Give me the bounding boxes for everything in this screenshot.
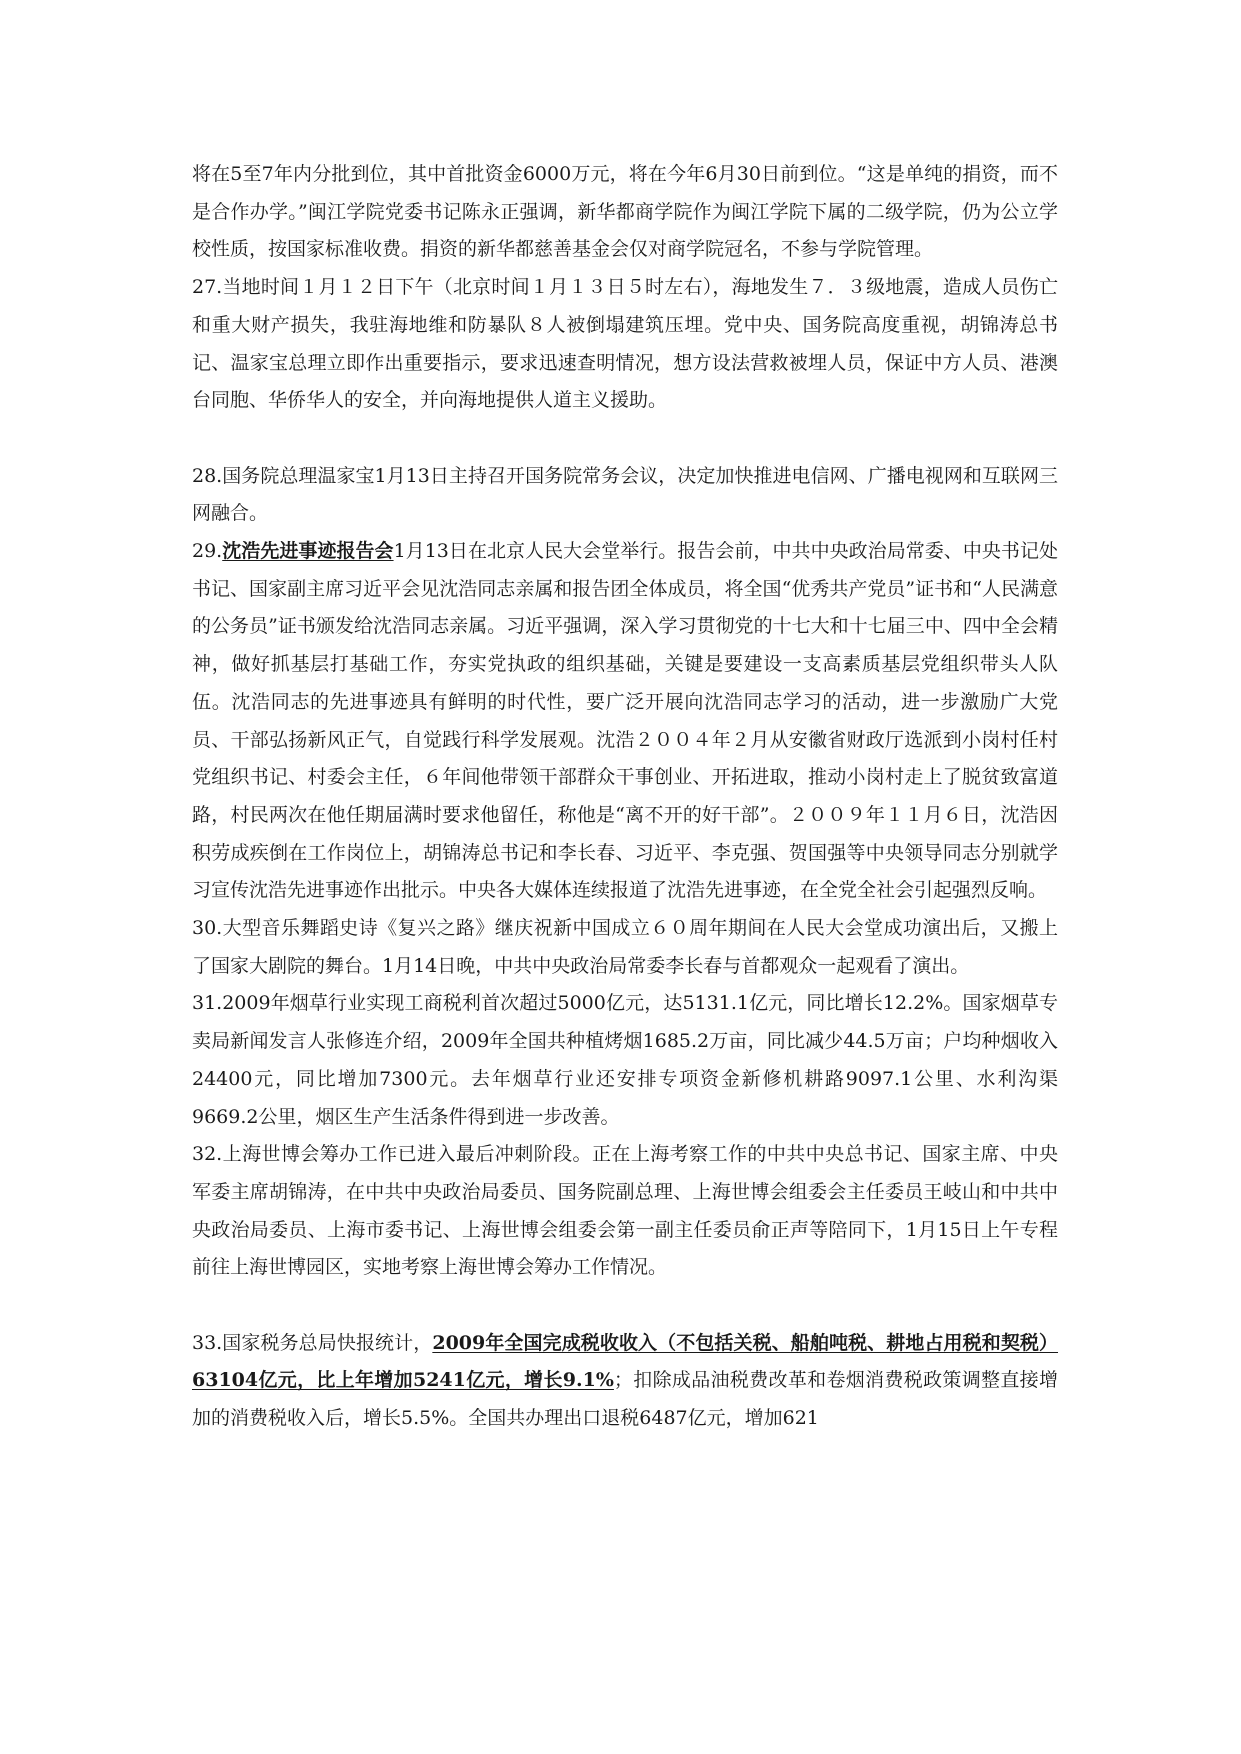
paragraph-p29	[192, 533, 1058, 910]
paragraph-p31	[192, 985, 1058, 1136]
underlined-emphasis: 2009年全国完成税收收入（不包括关税、船舶吨税、耕地占用税和契税）63104亿元，比上年增加5241亿元，增长9.1%	[192, 1331, 1059, 1392]
paragraph-p32	[192, 1136, 1058, 1287]
paragraph-p26-cont	[192, 156, 1058, 269]
paragraph-p28	[192, 458, 1058, 533]
paragraph-text: 32.上海世博会筹办工作已进入最后冲刺阶段。正在上海考察工作的中共中央总书记、国家主席、中央军委主席胡锦涛，在中共中央政治局委员、国务院副总理、上海世博会组委会主任委员王岐山和中共中央政治局委员、上海市委书记、上海世博会组委会第一副主任委员俞正声等陪同下，1月15日上午专程前往上海世博园区，实地考察上海世博会筹办工作情况。	[192, 1143, 1058, 1279]
document-body	[192, 156, 1058, 1438]
paragraph-text: 1月13日在北京人民大会堂举行。报告会前，中共中央政治局常委、中央书记处书记、国家副主席习近平会见沈浩同志亲属和报告团全体成员，将全国“优秀共产党员”证书和“人民满意的公务员”证书颁发给沈浩同志亲属。习近平强调，深入学习贯彻党的十七大和十七届三中、四中全会精神，做好抓基层打基础工作，夯实党执政的组织基础，关键是要建设一支高素质基层党组织带头人队伍。沈浩同志的先进事迹具有鲜明的时代性，要广泛开展向沈浩同志学习的活动，进一步激励广大党员、干部弘扬新风正气，自觉践行科学发展观。沈浩２００４年２月从安徽省财政厅选派到小岗村任村党组织书记、村委会主任，６年间他带领干部群众干事创业、开拓进取，推动小岗村走上了脱贫致富道路，村民两次在他任期届满时要求他留任，称他是“离不开的好干部”。２００９年１１月６日，沈浩因积劳成疾倒在工作岗位上，胡锦涛总书记和李长春、习近平、李克强、贺国强等中央领导同志分别就学习宣传沈浩先进事迹作出批示。中央各大媒体连续报道了沈浩先进事迹，在全党全社会引起强烈反响。	[192, 540, 1058, 902]
paragraph-text: 30.大型音乐舞蹈史诗《复兴之路》继庆祝新中国成立６０周年期间在人民大会堂成功演出后，又搬上了国家大剧院的舞台。1月14日晚，中共中央政治局常委李长春与首都观众一起观看了演出。	[192, 917, 1058, 977]
paragraph-p27	[192, 269, 1058, 420]
paragraph-text: ；扣除成品油税费改革和卷烟消费税政策调整直接增加的消费税收入后，增长5.5%。全国共办理出口退税6487亿元，增加621	[192, 1369, 1058, 1430]
paragraph-text: 33.国家税务总局快报统计，	[192, 1331, 433, 1354]
underlined-emphasis: 沈浩先进事迹报告会	[222, 540, 394, 563]
paragraph-p30	[192, 910, 1058, 985]
paragraph-text: 将在5至7年内分批到位，其中首批资金6000万元，将在今年6月30日前到位。“这是单纯的捐资，而不是合作办学。”闽江学院党委书记陈永正强调，新华都商学院作为闽江学院下属的二级学院，仍为公立学校性质，按国家标准收费。捐资的新华都慈善基金会仅对商学院冠名，不参与学院管理。	[192, 163, 1058, 261]
paragraph-text: 29.	[192, 540, 223, 563]
paragraph-text: 27.当地时间１月１２日下午（北京时间１月１３日５时左右），海地发生７．３级地震，造成人员伤亡和重大财产损失，我驻海地维和防暴队８人被倒塌建筑压埋。党中央、国务院高度重视，胡锦涛总书记、温家宝总理立即作出重要指示，要求迅速查明情况，想方设法营救被埋人员，保证中方人员、港澳台同胞、华侨华人的安全，并向海地提供人道主义援助。	[192, 276, 1058, 412]
paragraph-text: 28.国务院总理温家宝1月13日主持召开国务院常务会议，决定加快推进电信网、广播电视网和互联网三网融合。	[192, 464, 1058, 525]
paragraph-text: 31.2009年烟草行业实现工商税利首次超过5000亿元，达5131.1亿元，同比增长12.2%。国家烟草专卖局新闻发言人张修连介绍，2009年全国共种植烤烟1685.2万亩，同比减少44.5万亩；户均种烟收入24400元，同比增加7300元。去年烟草行业还安排专项资金新修机耕路9097.1公里、水利沟渠9669.2公里，烟区生产生活条件得到进一步改善。	[192, 992, 1058, 1128]
blank-line	[192, 420, 1058, 458]
paragraph-p33	[192, 1325, 1058, 1438]
blank-line	[192, 1287, 1058, 1325]
